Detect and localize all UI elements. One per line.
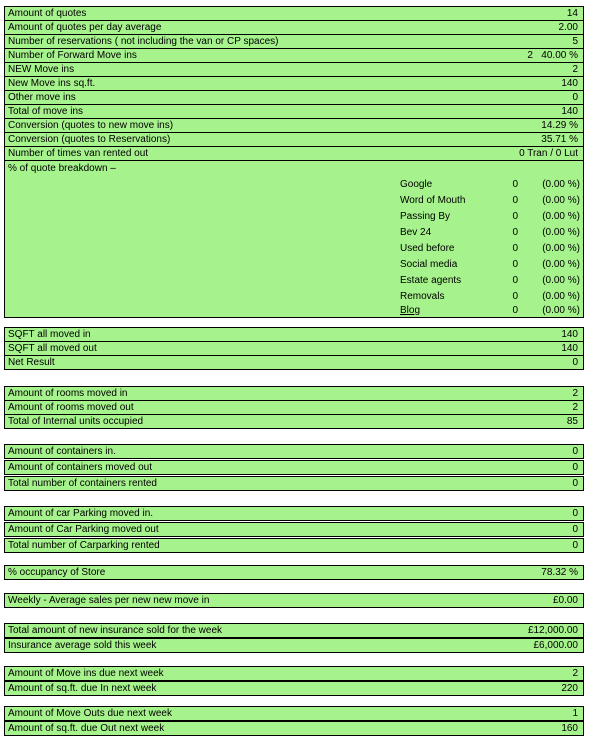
source-percent: (0.00 %) xyxy=(542,211,580,222)
row-value: £0.00 xyxy=(552,595,578,606)
source-name: Removals xyxy=(400,291,445,302)
table-row xyxy=(4,623,584,638)
table-row xyxy=(4,341,584,356)
table-row xyxy=(4,444,584,459)
row-label: Amount of containers moved out xyxy=(8,462,152,473)
row-label: Total number of containers rented xyxy=(8,478,157,489)
row-label: Amount of Move ins due next week xyxy=(8,668,164,679)
row-label: SQFT all moved out xyxy=(8,343,97,354)
breakdown-source xyxy=(400,209,580,225)
row-label: Conversion (quotes to new move ins) xyxy=(8,120,174,131)
breakdown-title: % of quote breakdown – xyxy=(8,163,116,174)
row-value: 0 xyxy=(572,540,578,551)
table-row xyxy=(4,565,584,580)
source-count: 0 xyxy=(512,275,518,286)
row-value: 0 xyxy=(572,508,578,519)
table-row xyxy=(4,706,584,721)
row-value: 140 xyxy=(561,78,578,89)
row-label: % occupancy of Store xyxy=(8,567,106,578)
table-row xyxy=(4,62,584,77)
breakdown-source xyxy=(400,257,580,273)
source-name: Word of Mouth xyxy=(400,195,466,206)
row-label: Total of move ins xyxy=(8,106,84,117)
row-label: New Move ins sq.ft. xyxy=(8,78,96,89)
row-value: 160 xyxy=(561,723,578,734)
table-row xyxy=(4,638,584,653)
row-value: 5 xyxy=(572,36,578,47)
row-label: Amount of rooms moved out xyxy=(8,402,134,413)
row-value: 0 xyxy=(572,462,578,473)
source-percent: (0.00 %) xyxy=(542,227,580,238)
source-name: Blog xyxy=(400,305,421,316)
row-value: £6,000.00 xyxy=(533,640,578,651)
row-value: 1 xyxy=(572,708,578,719)
row-label: Amount of sq.ft. due In next week xyxy=(8,683,157,694)
table-row xyxy=(4,681,584,696)
table-row xyxy=(4,476,584,491)
breakdown-source xyxy=(400,273,580,289)
quote-breakdown xyxy=(4,160,584,318)
row-label: Amount of containers in. xyxy=(8,446,116,457)
table-row xyxy=(4,414,584,429)
source-percent: (0.00 %) xyxy=(542,179,580,190)
table-row xyxy=(4,76,584,91)
row-label: Amount of quotes per day average xyxy=(8,22,162,33)
row-value: 0 xyxy=(572,92,578,103)
table-row xyxy=(4,538,584,553)
source-percent: (0.00 %) xyxy=(542,195,580,206)
row-label: Amount of car Parking moved in. xyxy=(8,508,154,519)
row-label: Total of Internal units occupied xyxy=(8,416,144,427)
table-row xyxy=(4,90,584,105)
breakdown-source xyxy=(400,303,580,319)
source-count: 0 xyxy=(512,291,518,302)
table-row xyxy=(4,460,584,475)
row-label: Amount of sq.ft. due Out next week xyxy=(8,723,165,734)
row-value: 0 Tran / 0 Lut xyxy=(519,148,578,159)
row-label: Total number of Carparking rented xyxy=(8,540,160,551)
row-value: 0 xyxy=(572,524,578,535)
row-value: 2 xyxy=(572,668,578,679)
row-label: Total amount of new insurance sold for the week xyxy=(8,625,223,636)
table-row xyxy=(4,355,584,370)
source-count: 0 xyxy=(512,195,518,206)
row-label: Other move ins xyxy=(8,92,76,103)
source-name: Estate agents xyxy=(400,275,462,286)
table-row xyxy=(4,386,584,401)
source-count: 0 xyxy=(512,305,518,316)
source-name: Social media xyxy=(400,259,458,270)
row-label: Number of reservations ( not including the van or CP spaces) xyxy=(8,36,279,47)
row-value: 14 xyxy=(566,8,578,19)
table-row xyxy=(4,327,584,342)
row-label: Number of Forward Move ins xyxy=(8,50,137,61)
table-row xyxy=(4,721,584,736)
table-row xyxy=(4,506,584,521)
table-row xyxy=(4,400,584,415)
row-value: 220 xyxy=(561,683,578,694)
row-value: 0 xyxy=(572,478,578,489)
table-row xyxy=(4,48,584,63)
table-row xyxy=(4,522,584,537)
source-count: 0 xyxy=(512,259,518,270)
row-value: 140 xyxy=(561,329,578,340)
table-row xyxy=(4,6,584,21)
source-percent: (0.00 %) xyxy=(542,291,580,302)
row-label: Number of times van rented out xyxy=(8,148,149,159)
source-name: Used before xyxy=(400,243,455,254)
row-label: Amount of quotes xyxy=(8,8,87,19)
source-count: 0 xyxy=(512,243,518,254)
source-percent: (0.00 %) xyxy=(542,305,580,316)
row-value: 0 xyxy=(572,357,578,368)
breakdown-source xyxy=(400,177,580,193)
row-label: Amount of Car Parking moved out xyxy=(8,524,159,535)
table-row xyxy=(4,146,584,161)
row-value: 0 xyxy=(572,446,578,457)
source-name: Bev 24 xyxy=(400,227,432,238)
row-label: NEW Move ins xyxy=(8,64,75,75)
table-row xyxy=(4,20,584,35)
source-name: Google xyxy=(400,179,433,190)
row-label: Insurance average sold this week xyxy=(8,640,157,651)
row-value: 2.00 xyxy=(558,22,578,33)
table-row xyxy=(4,593,584,608)
row-value: £12,000.00 xyxy=(527,625,578,636)
row-value: 140 xyxy=(561,343,578,354)
table-row xyxy=(4,118,584,133)
table-row xyxy=(4,132,584,147)
row-value: 2 xyxy=(572,64,578,75)
row-value: 2 40.00 % xyxy=(527,50,578,61)
source-percent: (0.00 %) xyxy=(542,259,580,270)
row-label: Amount of Move Outs due next week xyxy=(8,708,172,719)
row-value: 78.32 % xyxy=(541,567,578,578)
row-value: 35.71 % xyxy=(541,134,578,145)
row-label: Amount of rooms moved in xyxy=(8,388,128,399)
source-percent: (0.00 %) xyxy=(542,275,580,286)
row-value: 14.29 % xyxy=(541,120,578,131)
table-row xyxy=(4,666,584,681)
row-value: 85 xyxy=(566,416,578,427)
row-value: 2 xyxy=(572,402,578,413)
row-label: Conversion (quotes to Reservations) xyxy=(8,134,171,145)
row-label: Net Result xyxy=(8,357,55,368)
breakdown-source xyxy=(400,193,580,209)
table-row xyxy=(4,34,584,49)
source-count: 0 xyxy=(512,227,518,238)
breakdown-source xyxy=(400,225,580,241)
breakdown-source xyxy=(400,241,580,257)
row-value: 2 xyxy=(572,388,578,399)
source-name: Passing By xyxy=(400,211,451,222)
row-label: Weekly - Average sales per new new move in xyxy=(8,595,210,606)
source-percent: (0.00 %) xyxy=(542,243,580,254)
row-label: SQFT all moved in xyxy=(8,329,91,340)
source-count: 0 xyxy=(512,179,518,190)
row-value: 140 xyxy=(561,106,578,117)
source-count: 0 xyxy=(512,211,518,222)
table-row xyxy=(4,104,584,119)
